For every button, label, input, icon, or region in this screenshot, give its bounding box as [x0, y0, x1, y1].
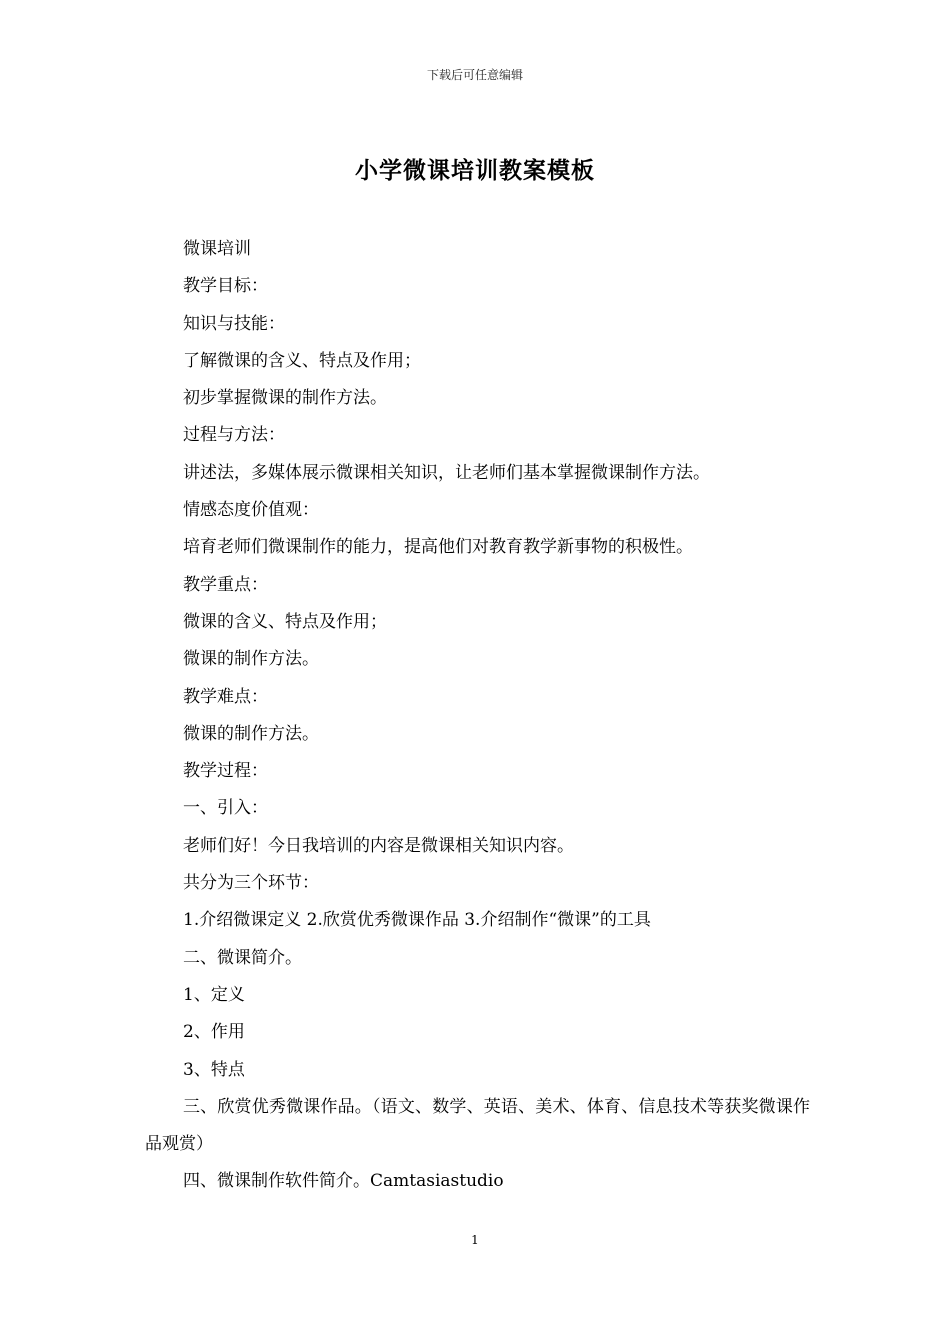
page-number: 1	[471, 1233, 479, 1247]
text-line: 微课培训	[183, 239, 251, 259]
page-header-note: 下载后可任意编辑	[426, 68, 523, 82]
text-line: 二、微课简介。	[183, 947, 302, 968]
text-line: 教学难点：	[183, 686, 268, 707]
text-line: 了解微课的含义、特点及作用；	[183, 350, 421, 371]
text-line: 微课的制作方法。	[183, 723, 319, 744]
text-line: 1.介绍微课定义 2.欣赏优秀微课作品 3.介绍制作“微课”的工具	[183, 910, 651, 931]
text-line: 1、定义	[183, 984, 245, 1005]
text-line: 情感态度价值观：	[183, 500, 319, 521]
text-line: 培育老师们微课制作的能力，提高他们对教育教学新事物的积极性。	[183, 537, 693, 558]
text-line: 教学过程：	[183, 761, 268, 782]
text-line: 讲述法，多媒体展示微课相关知识，让老师们基本掌握微课制作方法。	[183, 462, 710, 483]
text-line: 教学重点：	[183, 574, 268, 595]
text-line: 3、特点	[183, 1059, 245, 1080]
text-line: 微课的含义、特点及作用；	[183, 611, 387, 632]
text-line: 微课的制作方法。	[183, 649, 319, 670]
text-line: 2、作用	[183, 1022, 245, 1043]
text-line: 一、引入：	[183, 798, 268, 819]
text-line: 教学目标：	[183, 276, 268, 297]
text-line: 四、微课制作软件简介。Camtasiastudio	[183, 1171, 504, 1192]
document-body	[145, 231, 810, 1201]
text-line: 共分为三个环节：	[183, 873, 319, 894]
appreciation-paragraph: 三、欣赏优秀微课作品。（语文、数学、英语、美术、体育、信息技术等获奖微课作品观赏）	[145, 1096, 810, 1155]
text-line: 初步掌握微课的制作方法。	[183, 388, 387, 409]
text-line: 老师们好！今日我培训的内容是微课相关知识内容。	[183, 835, 574, 856]
text-line: 知识与技能：	[183, 313, 285, 334]
text-line: 过程与方法：	[183, 425, 285, 446]
document-title: 小学微课培训教案模板	[355, 158, 595, 184]
